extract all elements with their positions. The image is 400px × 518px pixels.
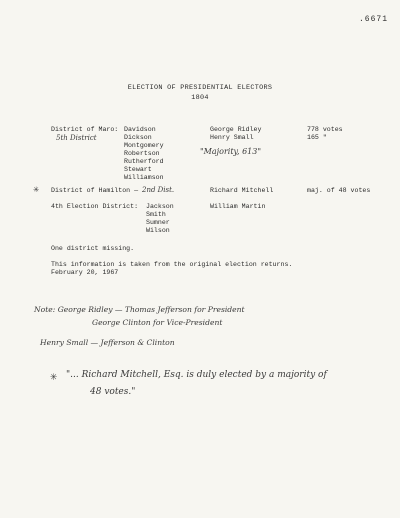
district-maro-label: District of Maro: bbox=[51, 126, 119, 133]
district-hamilton-label: District of Hamilton — bbox=[51, 187, 139, 194]
star-mark: ✳ bbox=[50, 370, 58, 384]
county: Jackson bbox=[146, 203, 174, 210]
document-year: 1804 bbox=[191, 94, 209, 102]
candidate-name: Henry Small bbox=[210, 134, 254, 141]
county: Williamson bbox=[124, 174, 164, 181]
district-hamilton-result: maj. of 48 votes bbox=[307, 187, 371, 194]
district-4th-candidate: William Martin bbox=[210, 203, 266, 210]
district-hamilton-handwritten: 2nd Dist. bbox=[142, 186, 175, 194]
county: Davidson bbox=[124, 126, 156, 133]
vote-count: 778 votes bbox=[307, 126, 343, 133]
county: Rutherford bbox=[124, 158, 164, 165]
district-maro-handwritten: 5th District bbox=[56, 134, 97, 142]
county: Dickson bbox=[124, 134, 152, 141]
hand-note-line-2: George Clinton for Vice-President bbox=[92, 318, 223, 327]
quote-line-2: 48 votes." bbox=[90, 387, 136, 397]
county: Sumner bbox=[146, 219, 170, 226]
quote-line-1: "... Richard Mitchell, Esq. is duly elected by a majority of bbox=[66, 370, 327, 380]
county: Smith bbox=[146, 211, 166, 218]
hand-note-line-1: Note: George Ridley — Thomas Jefferson for President bbox=[34, 305, 245, 314]
county: Stewart bbox=[124, 166, 152, 173]
majority-note: "Majority, 613" bbox=[200, 147, 262, 156]
document-date: February 20, 1967 bbox=[51, 269, 119, 276]
vote-count: 165 " bbox=[307, 134, 327, 141]
district-maro-candidates bbox=[210, 126, 261, 142]
document-title: ELECTION OF PRESIDENTIAL ELECTORS bbox=[127, 84, 273, 92]
district-hamilton-candidate: Richard Mitchell bbox=[210, 187, 274, 194]
star-mark: ✳ bbox=[33, 185, 40, 196]
district-4th-label: 4th Election District: bbox=[51, 203, 139, 210]
candidate-name: George Ridley bbox=[210, 126, 262, 133]
source-note: This information is taken from the original election returns. bbox=[51, 261, 293, 268]
hand-note-line-3: Henry Small — Jefferson & Clinton bbox=[40, 338, 175, 347]
county: Montgomery bbox=[124, 142, 164, 149]
missing-note: One district missing. bbox=[51, 245, 135, 252]
county: Robertson bbox=[124, 150, 160, 157]
page-number: .6671 bbox=[358, 15, 388, 24]
county: Wilson bbox=[146, 227, 170, 234]
district-maro-counties bbox=[124, 126, 164, 182]
district-4th-counties bbox=[146, 203, 174, 235]
district-maro-votes bbox=[307, 126, 343, 142]
